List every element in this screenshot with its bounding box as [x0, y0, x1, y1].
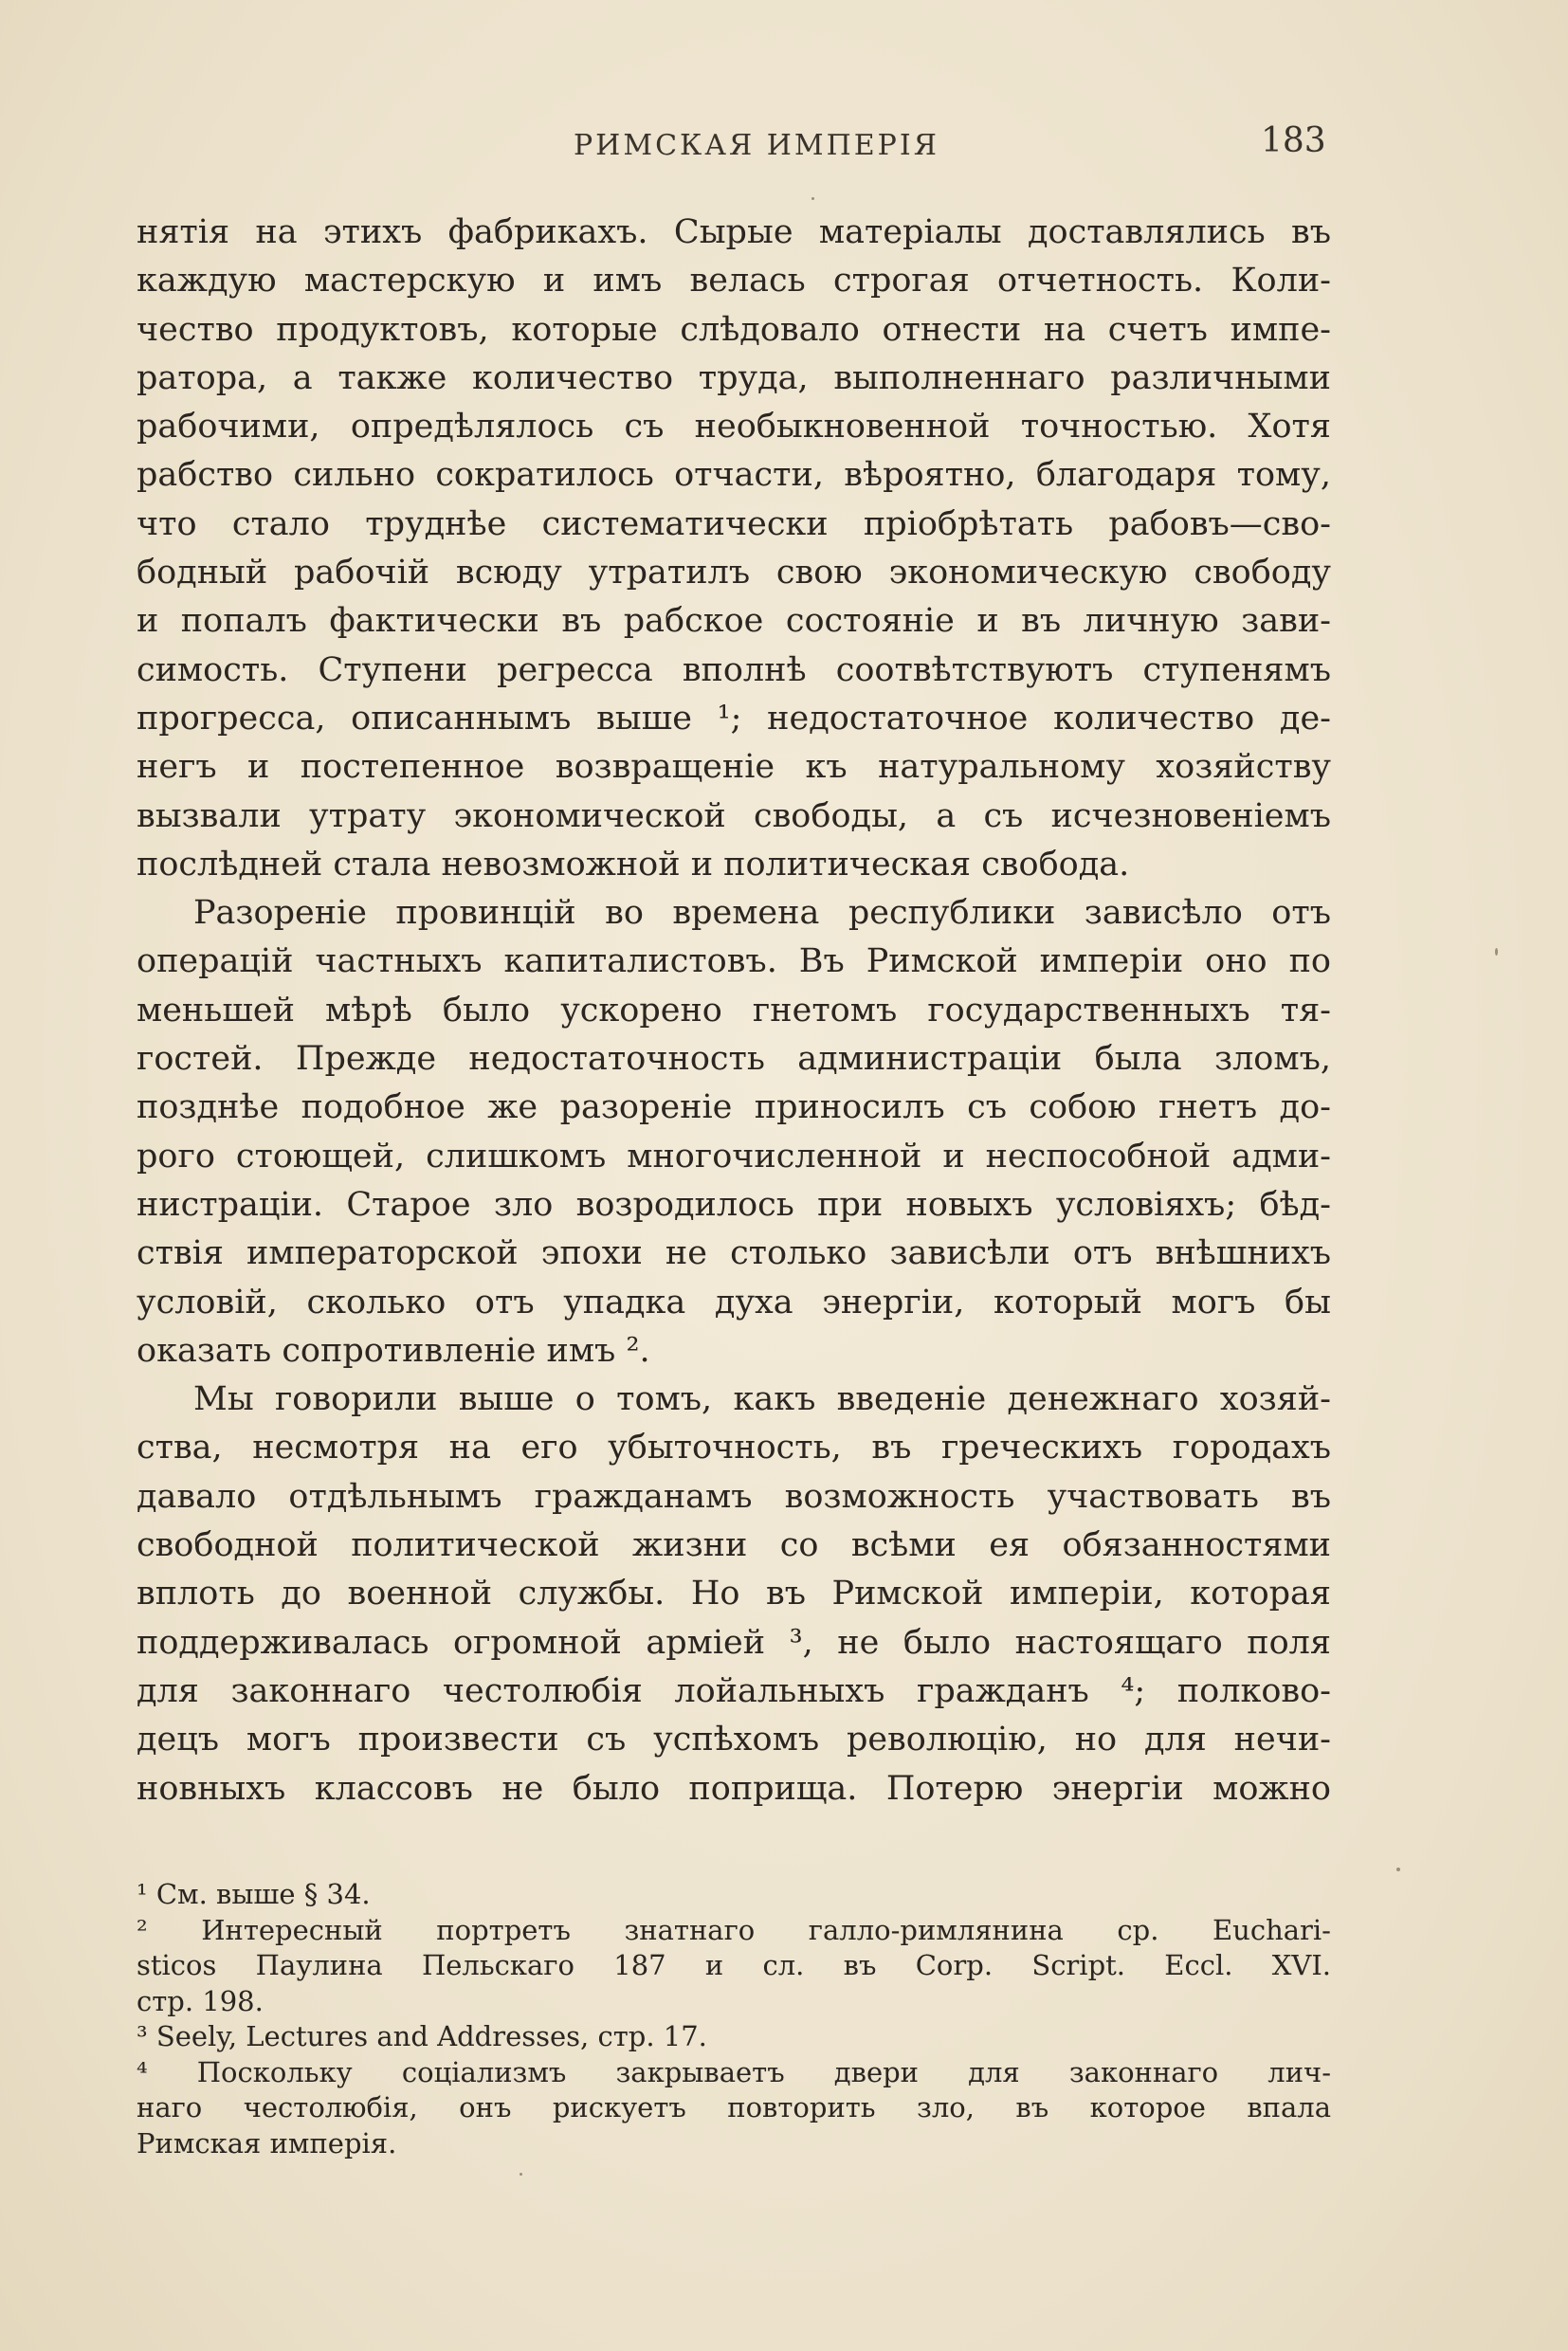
body-line: прогресса, описаннымъ выше ¹; недостаточное количество де- — [137, 699, 1331, 738]
running-title: РИМСКАЯ ИМПЕРІЯ — [574, 129, 939, 162]
body-line: децъ могъ произвести съ успѣхомъ революцію, но для нечи- — [137, 1721, 1331, 1759]
body-line: ства, несмотря на его убыточность, въ греческихъ городахъ — [137, 1429, 1331, 1467]
paper-speck — [811, 197, 814, 200]
paper-speck — [1396, 1868, 1400, 1871]
body-line: меньшей мѣрѣ было ускорено гнетомъ государственныхъ тя- — [137, 991, 1331, 1030]
footnote-line: ⁴ Поскольку соціализмъ закрываетъ двери для законнаго лич- — [137, 2055, 1331, 2088]
body-line: симость. Ступени регресса вполнѣ соотвѣтствуютъ ступенямъ — [137, 650, 1331, 689]
body-line: негъ и постепенное возвращеніе къ натуральному хозяйству — [137, 748, 1331, 787]
body-line: позднѣе подобное же разореніе приносилъ съ собою гнетъ до- — [137, 1088, 1331, 1127]
body-line: бодный рабочій всюду утратилъ свою экономическую свободу — [137, 554, 1331, 592]
body-line: нистраціи. Старое зло возродилось при новыхъ условіяхъ; бѣд- — [137, 1185, 1331, 1224]
footnote-line: ¹ См. выше § 34. — [137, 1878, 371, 1910]
body-line: вызвали утрату экономической свободы, а съ исчезновеніемъ — [137, 796, 1331, 835]
body-line: свободной политической жизни со всѣми ея обязанностями — [137, 1526, 1331, 1565]
body-line: рабство сильно сократилось отчасти, вѣроятно, благодаря тому, — [137, 456, 1331, 495]
footnote-line: наго честолюбія, онъ рискуетъ повторить зло, въ которое впала — [137, 2091, 1331, 2123]
footnote-line: sticos Паулина Пельскаго 187 и сл. въ Corp. Script. Eccl. XVI. — [137, 1949, 1331, 1981]
body-line: что стало труднѣе систематически пріобрѣтать рабовъ—сво- — [137, 504, 1331, 543]
body-text — [137, 209, 1331, 1813]
body-line: чество продуктовъ, которые слѣдовало отнести на счетъ импе- — [137, 310, 1331, 349]
paper-speck — [1495, 948, 1498, 956]
body-line: ствія императорской эпохи не столько зависѣли отъ внѣшнихъ — [137, 1234, 1331, 1273]
body-line: Разореніе провинцій во времена республики зависѣло отъ — [193, 894, 1331, 933]
body-line: условій, сколько отъ упадка духа энергіи, который могъ бы — [137, 1283, 1331, 1321]
body-line: оказать сопротивленіе имъ ². — [137, 1331, 650, 1370]
body-line: рого стоющей, слишкомъ многочисленной и неспособной адми- — [137, 1137, 1331, 1176]
body-line: послѣдней стала невозможной и политическая свобода. — [137, 845, 1130, 884]
running-head — [0, 121, 1568, 169]
body-line: рабочими, опредѣлялось съ необыкновенной точностью. Хотя — [137, 408, 1331, 447]
page-number: 183 — [1261, 121, 1326, 160]
footnote-line: ³ Seely, Lectures and Addresses, стр. 17. — [137, 2020, 707, 2052]
body-line: и попалъ фактически въ рабское состояніе и въ личную зави- — [137, 602, 1331, 641]
body-line: новныхъ классовъ не было поприща. Потерю энергіи можно — [137, 1769, 1331, 1808]
body-line: для законнаго честолюбія лойальныхъ гражданъ ⁴; полково- — [137, 1671, 1331, 1710]
body-line: гостей. Прежде недостаточность администраціи была зломъ, — [137, 1040, 1331, 1079]
footnote-line: стр. 198. — [137, 1984, 264, 2017]
footnotes — [137, 1877, 1331, 2161]
footnote-line: Римская имперія. — [137, 2126, 397, 2160]
body-line: операцій частныхъ капиталистовъ. Въ Римской имперіи оно по — [137, 942, 1331, 981]
body-line: поддерживалась огромной арміей ³, не было настоящаго поля — [137, 1623, 1331, 1662]
paper-speck — [520, 2173, 522, 2176]
body-line: вплоть до военной службы. Но въ Римской имперіи, которая — [137, 1575, 1331, 1613]
body-line: каждую мастерскую и имъ велась строгая отчетность. Коли- — [137, 262, 1331, 301]
body-line: ратора, а также количество труда, выполненнаго различными — [137, 358, 1331, 397]
footnote-line: ² Интересный портретъ знатнаго галло-римлянина ср. Euchari- — [137, 1913, 1331, 1946]
body-line: Мы говорили выше о томъ, какъ введеніе денежнаго хозяй- — [193, 1380, 1331, 1419]
body-line: нятія на этихъ фабрикахъ. Сырые матеріалы доставлялись въ — [137, 213, 1331, 251]
body-line: давало отдѣльнымъ гражданамъ возможность участвовать въ — [137, 1477, 1331, 1516]
